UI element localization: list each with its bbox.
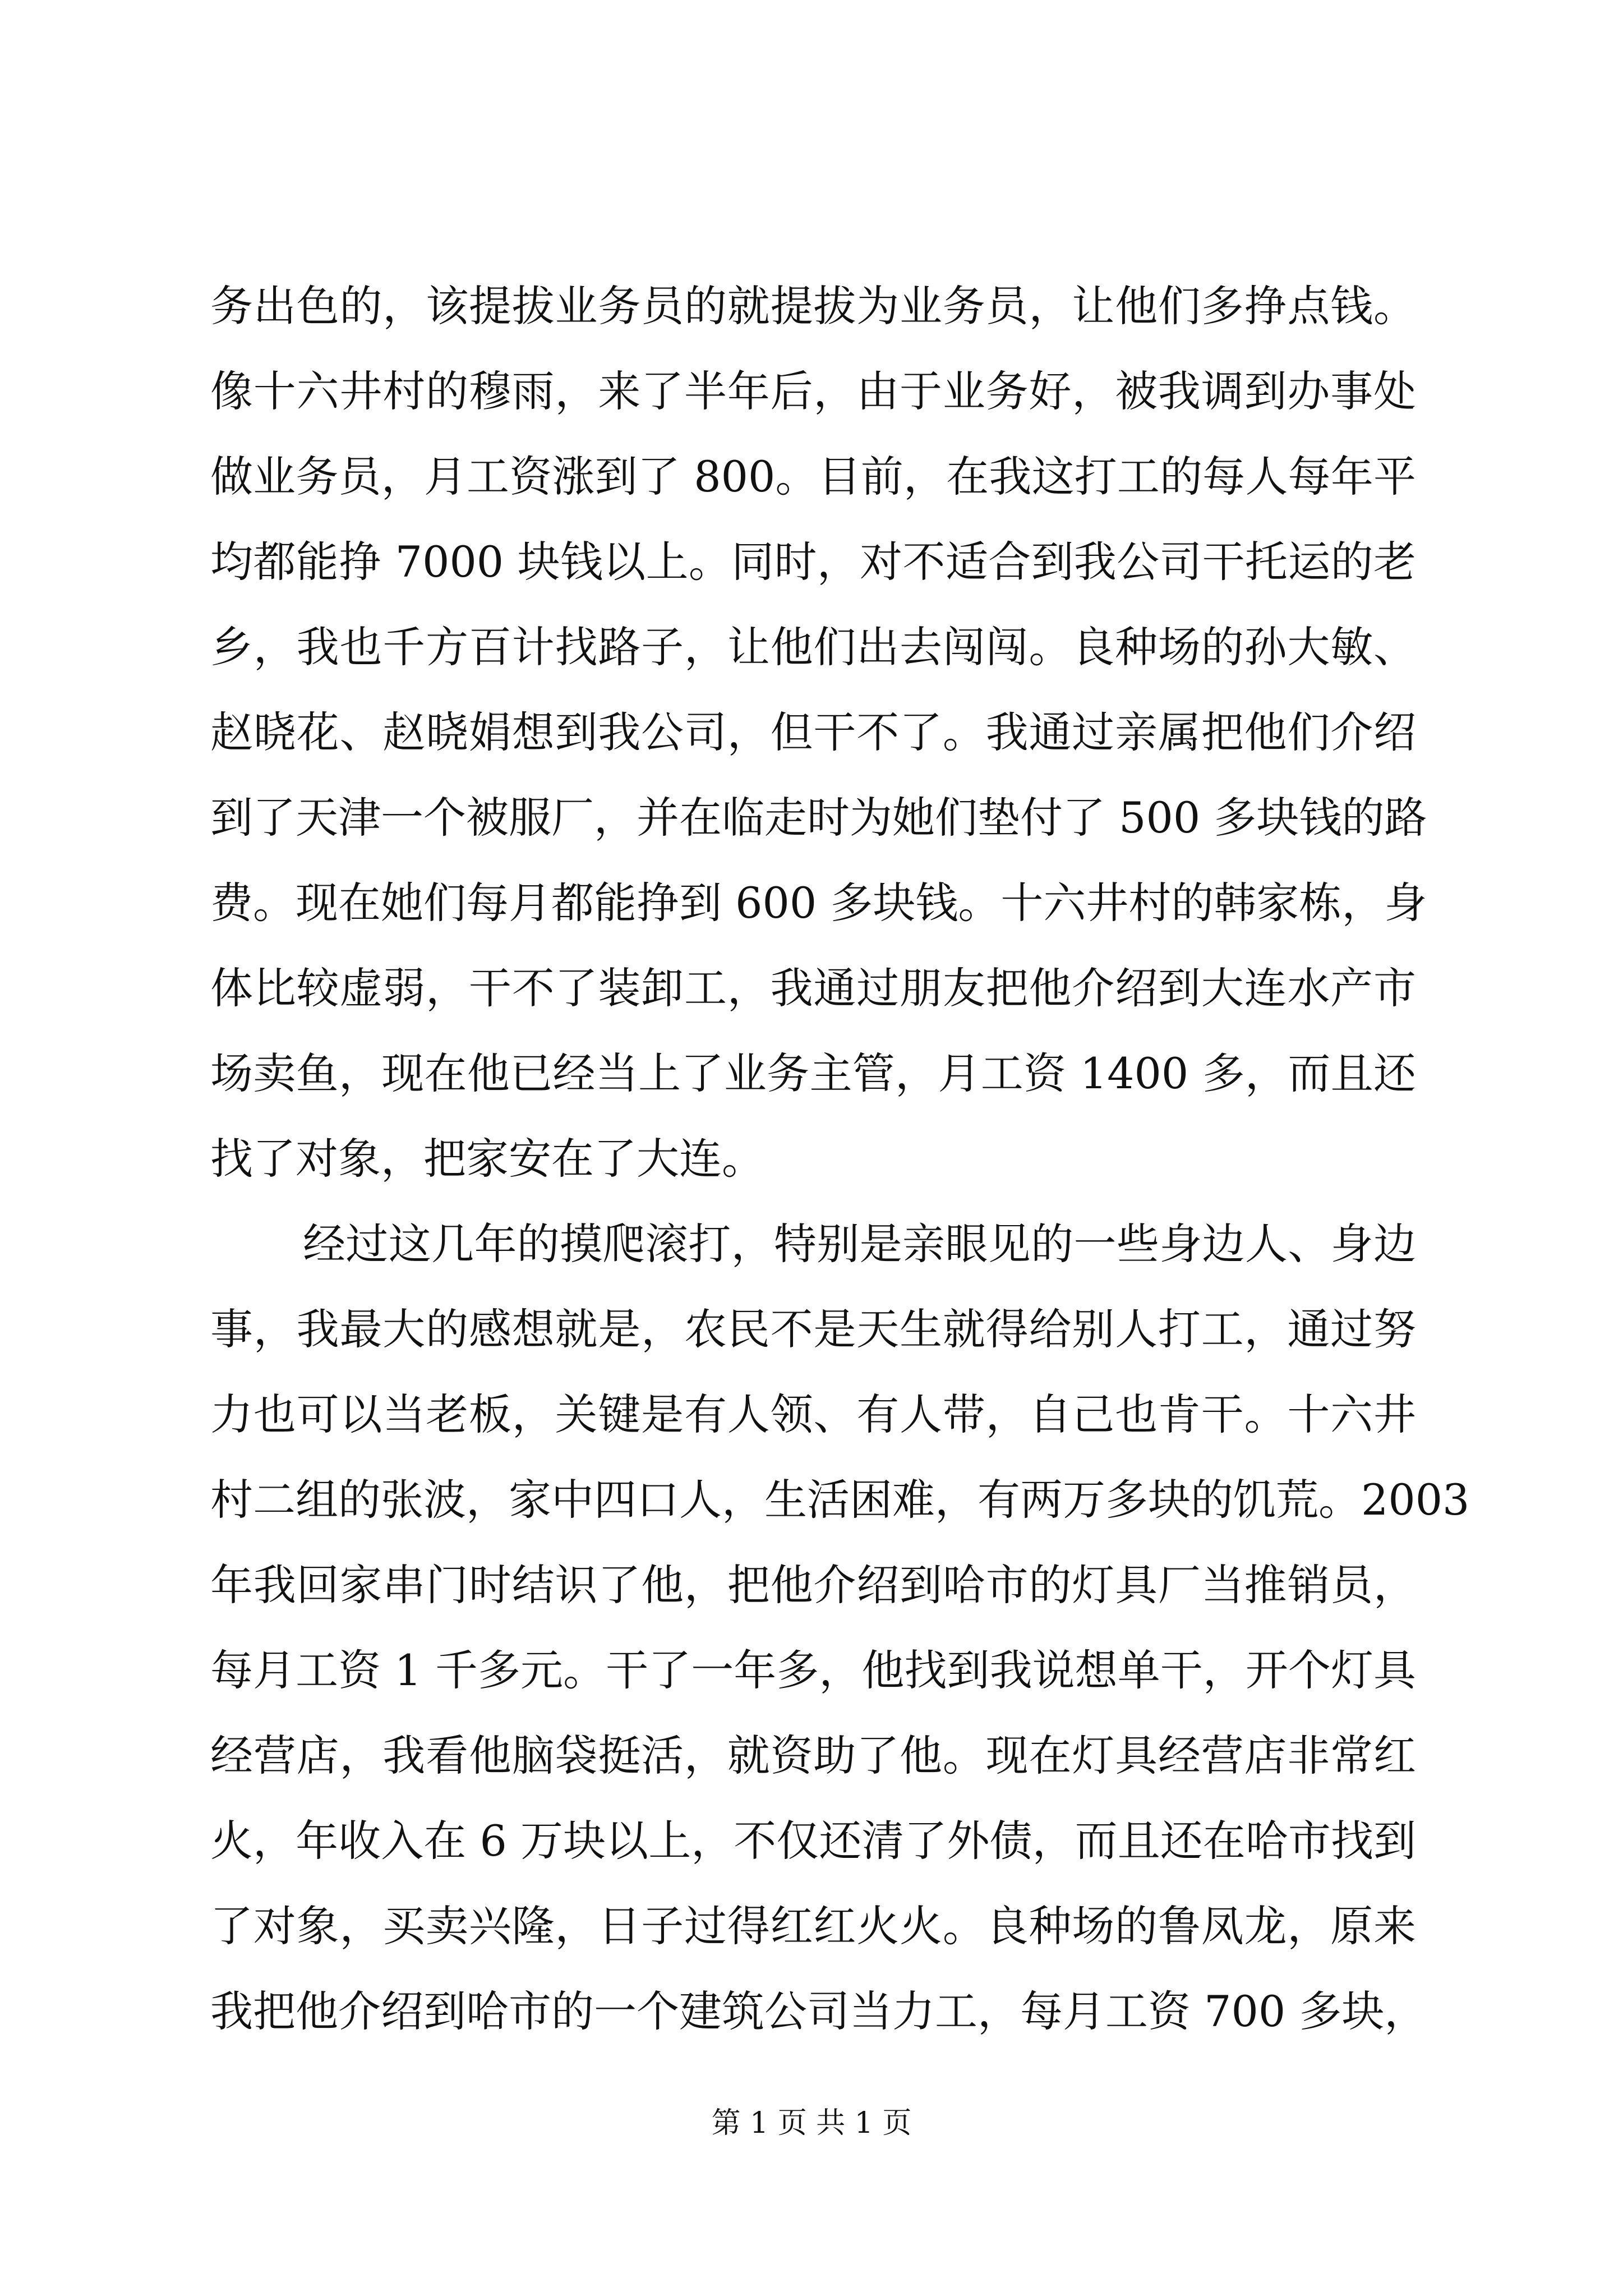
text-line: 均都能挣 7000 块钱以上。同时，对不适合到我公司干托运的老: [210, 537, 1416, 587]
text-line: 村二组的张波，家中四口人，生活困难，有两万多块的饥荒。2003: [210, 1475, 1470, 1525]
text-line: 做业务员，月工资涨到了 800。目前，在我这打工的每人每年平: [210, 452, 1416, 501]
page-number-label: 第 1 页 共 1 页: [711, 2106, 912, 2140]
text-line: 务出色的，该提拔业务员的就提拔为业务员，让他们多挣点钱。: [210, 281, 1416, 331]
text-line: 年我回家串门时结识了他，把他介绍到哈市的灯具厂当推销员，: [210, 1560, 1416, 1610]
text-line: 力也可以当老板，关键是有人领、有人带，自己也肯干。十六井: [210, 1389, 1416, 1439]
text-line: 每月工资 1 千多元。干了一年多，他找到我说想单干，开个灯具: [210, 1645, 1416, 1695]
text-line: 体比较虚弱，干不了装卸工，我通过朋友把他介绍到大连水产市: [210, 963, 1416, 1013]
page-footer: [0, 2099, 1623, 2141]
text-line: 找了对象，把家安在了大连。: [210, 1134, 764, 1184]
text-line: 我把他介绍到哈市的一个建筑公司当力工，每月工资 700 多块，: [210, 1986, 1427, 2036]
text-line: 像十六井村的穆雨，来了半年后，由于业务好，被我调到办事处: [210, 366, 1416, 416]
text-line: 场卖鱼，现在他已经当上了业务主管，月工资 1400 多，而且还: [210, 1048, 1416, 1098]
text-line: 火，年收入在 6 万块以上，不仅还清了外债，而且还在哈市找到: [210, 1816, 1416, 1866]
text-line: 到了天津一个被服厂，并在临走时为她们垫付了 500 多块钱的路: [210, 793, 1427, 843]
text-line: 事，我最大的感想就是，农民不是天生就得给别人打工，通过努: [210, 1304, 1416, 1354]
document-body: [210, 264, 1470, 2054]
text-line: 经营店，我看他脑袋挺活，就资助了他。现在灯具经营店非常红: [210, 1731, 1416, 1780]
paragraph-first-line: 经过这几年的摸爬滚打，特别是亲眼见的一些身边人、身边: [303, 1219, 1416, 1269]
text-line: 赵晓花、赵晓娟想到我公司，但干不了。我通过亲属把他们介绍: [210, 707, 1416, 757]
text-line: 了对象，买卖兴隆，日子过得红红火火。良种场的鲁凤龙，原来: [210, 1901, 1416, 1951]
text-line: 费。现在她们每月都能挣到 600 多块钱。十六井村的韩家栋，身: [210, 878, 1427, 928]
text-line: 乡，我也千方百计找路子，让他们出去闯闯。良种场的孙大敏、: [210, 622, 1416, 672]
